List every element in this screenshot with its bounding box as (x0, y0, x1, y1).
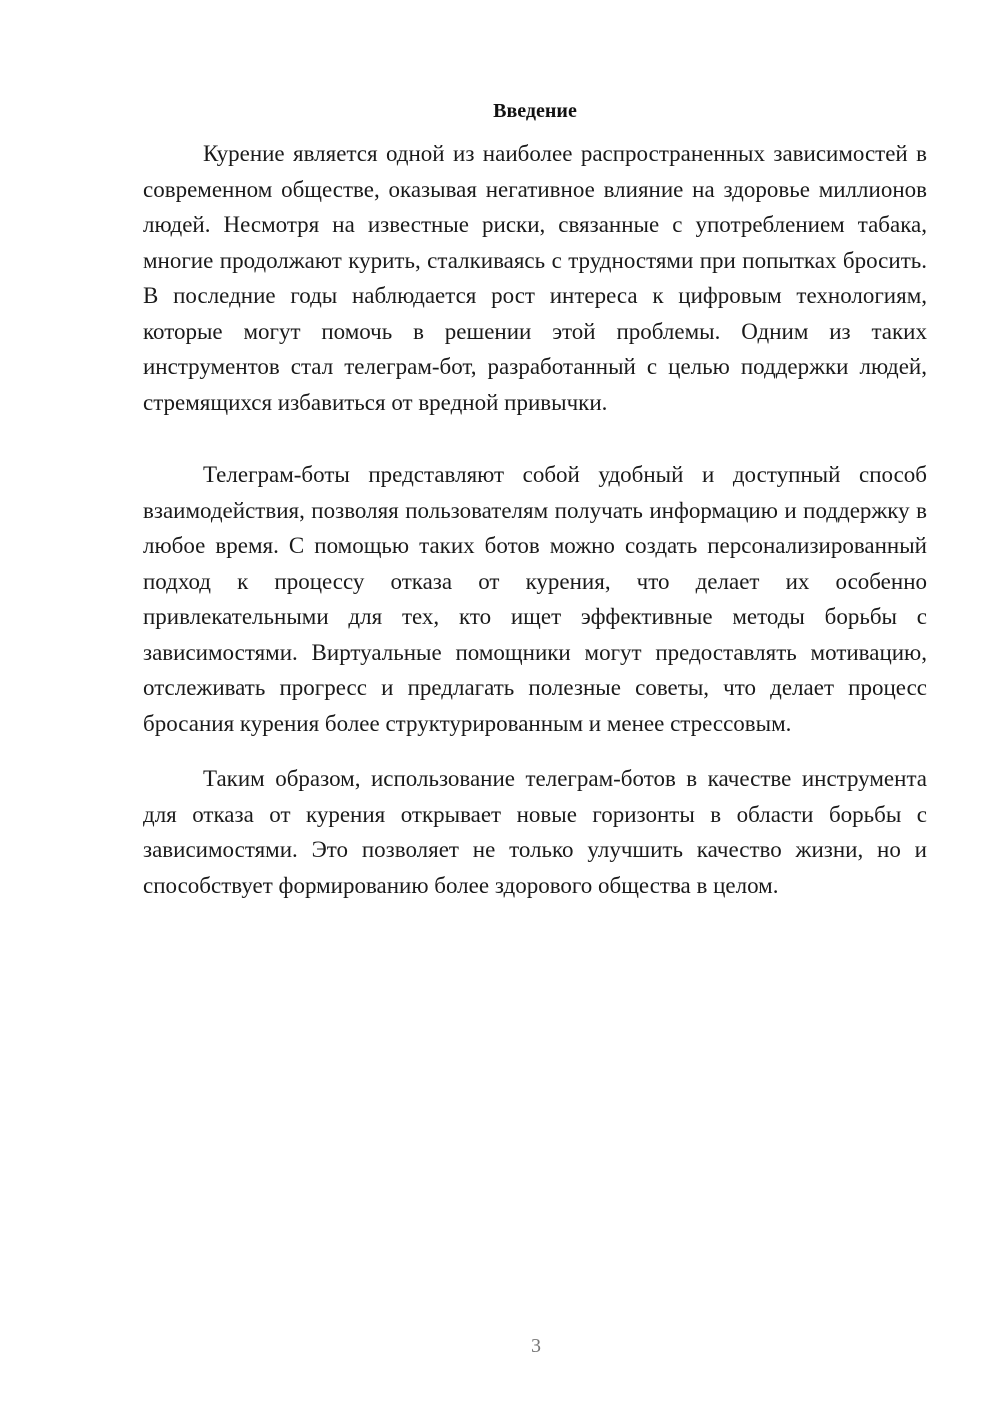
paragraph-2: Телеграм-боты представляют собой удобный и доступный способ взаимодействия, позволяя пользователям получать информацию и поддержку в любое время. С помощью таких ботов можно создать персонализированный подход к процессу отказа от курения, что делает их особенно привлекательными для тех, кто ищет эффективные методы борьбы с зависимостями. Виртуальные помощники могут предоставлять мотивацию, отслеживать прогресс и предлагать полезные советы, что делает процесс бросания курения более структурированным и менее стрессовым. (143, 462, 927, 736)
page-content (143, 92, 927, 903)
paragraph-1: Курение является одной из наиболее распространенных зависимостей в современном обществе, оказывая негативное влияние на здоровье миллионов людей. Несмотря на известные риски, связанные с употреблением табака, многие продолжают курить, сталкиваясь с трудностями при попытках бросить. В последние годы наблюдается рост интереса к цифровым технологиям, которые могут помочь в решении этой проблемы. Одним из таких инструментов стал телеграм-бот, разработанный с целью поддержки людей, стремящихся избавиться от вредной привычки. (143, 141, 927, 415)
section-title: Введение (493, 100, 577, 122)
paragraph-3: Таким образом, использование телеграм-ботов в качестве инструмента для отказа от курения открывает новые горизонты в области борьбы с зависимостями. Это позволяет не только улучшить качество жизни, но и способствует формированию более здорового общества в целом. (143, 766, 927, 898)
page-number: 3 (531, 1335, 541, 1357)
